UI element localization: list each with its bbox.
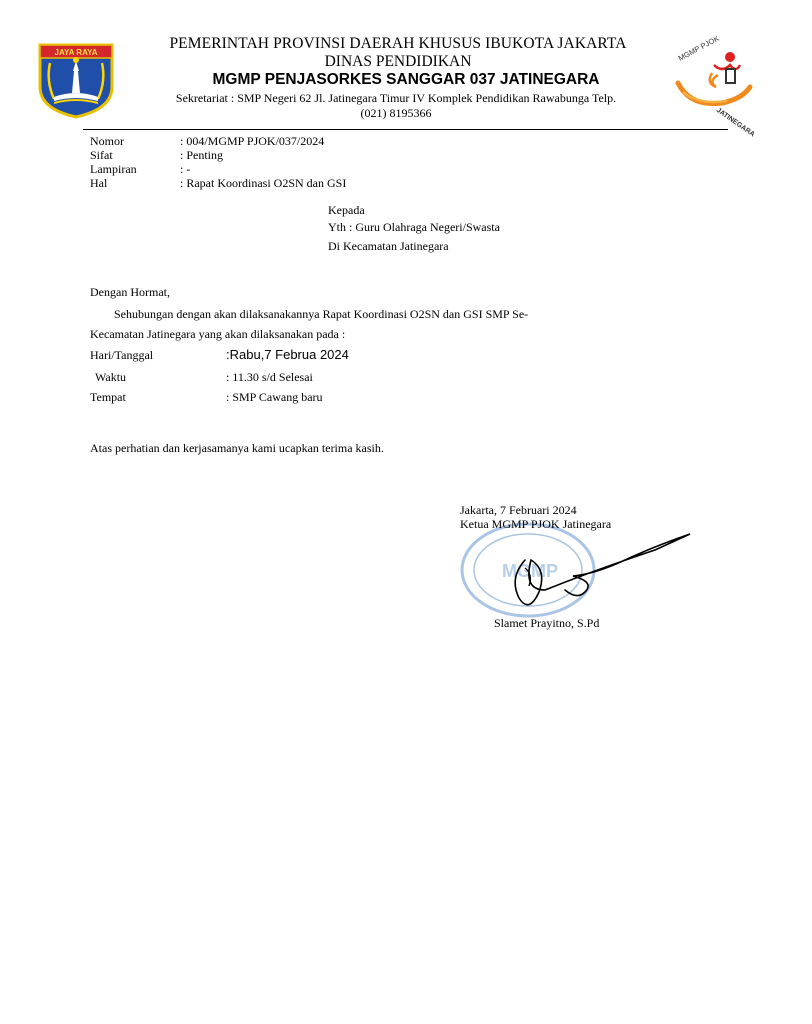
signature-place-date: Jakarta, 7 Februari 2024 <box>460 503 577 517</box>
meta-label-sifat: Sifat <box>90 148 113 162</box>
meta-value-sifat: : Penting <box>180 148 224 162</box>
detail-value-date: :Rabu,7 Februa 2024 <box>226 347 349 362</box>
letterhead-phone: (021) 8195366 <box>360 106 432 120</box>
recipient-addressee: Yth : Guru Olahraga Negeri/Swasta <box>328 220 500 234</box>
meta-value-lampiran: : - <box>180 162 191 176</box>
emblem-text: JAYA RAYA <box>54 48 98 57</box>
letterhead-department: DINAS PENDIDIKAN <box>324 53 472 70</box>
letterhead-government: PEMERINTAH PROVINSI DAERAH KHUSUS IBUKOTA JAKARTA <box>169 35 627 52</box>
detail-value-time: : 11.30 s/d Selesai <box>226 370 313 384</box>
body-paragraph-line1: Sehubungan dengan akan dilaksanakannya Rapat Koordinasi O2SN dan GSI SMP Se- <box>114 307 529 321</box>
signature-role: Ketua MGMP PJOK Jatinegara <box>460 517 612 531</box>
meta-label-lampiran: Lampiran <box>90 162 137 176</box>
detail-label-time: Waktu <box>95 370 127 384</box>
signature-name: Slamet Prayitno, S.Pd <box>494 616 600 630</box>
meta-value-nomor: : 004/MGMP PJOK/037/2024 <box>180 134 325 148</box>
detail-value-place: : SMP Cawang baru <box>226 390 323 404</box>
closing-sentence: Atas perhatian dan kerjasamanya kami ucapkan terima kasih. <box>90 441 384 455</box>
letterhead-address: Sekretariat : SMP Negeri 62 Jl. Jatinegara Timur IV Komplek Pendidikan Rawabunga Telp. <box>175 91 617 105</box>
logo-bottom-text: JATINEGARA <box>714 106 756 139</box>
meta-value-hal: : Rapat Koordinasi O2SN dan GSI <box>180 176 347 190</box>
detail-label-date: Hari/Tanggal <box>90 348 154 362</box>
meta-label-hal: Hal <box>90 176 108 190</box>
letterhead-organization: MGMP PENJASORKES SANGGAR 037 JATINEGARA <box>212 71 600 88</box>
letterhead-divider <box>83 129 728 130</box>
stamp-text: MGMP <box>502 561 558 581</box>
logo-top-text: MGMP PJOK <box>676 33 721 63</box>
recipient-location: Di Kecamatan Jatinegara <box>328 239 449 253</box>
detail-label-place: Tempat <box>90 390 126 404</box>
recipient-heading: Kepada <box>328 203 365 217</box>
handwritten-signature <box>505 530 695 620</box>
meta-label-nomor: Nomor <box>90 134 124 148</box>
body-paragraph-line2: Kecamatan Jatinegara yang akan dilaksanakan pada : <box>90 327 346 341</box>
mgmp-pjok-logo <box>670 33 758 139</box>
greeting: Dengan Hormat, <box>90 285 170 299</box>
